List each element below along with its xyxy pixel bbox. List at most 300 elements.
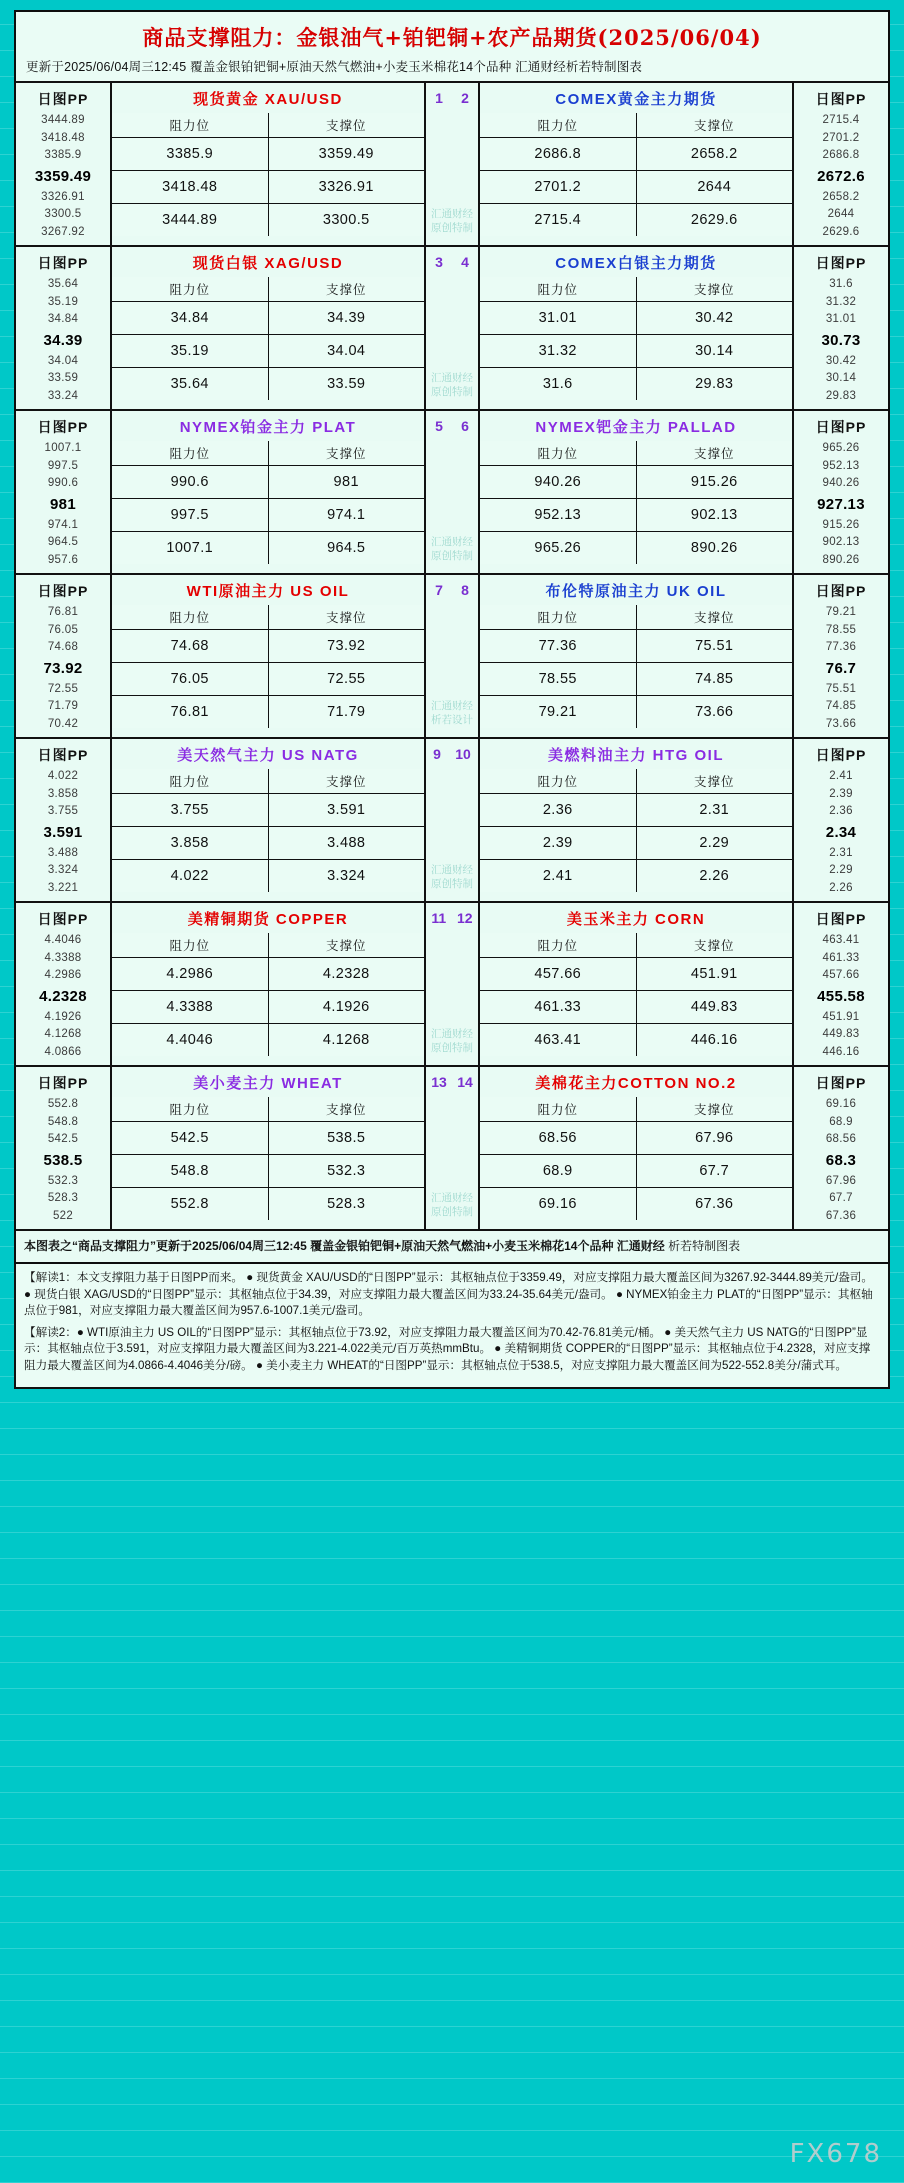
pivot-level-value: 3.755 (47, 805, 79, 817)
pivot-point-value: 927.13 (817, 495, 865, 513)
instrument-title: 美天然气主力 US NATG (177, 747, 359, 764)
pivot-level-value: 4.3388 (44, 951, 82, 964)
index-divider (424, 575, 480, 737)
pivot-level-value: 68.9 (829, 1115, 853, 1128)
levels-table (112, 1097, 424, 1220)
support-cell: 451.91 (636, 958, 792, 991)
resistance-cell: 552.8 (112, 1188, 268, 1221)
table-row (480, 827, 792, 860)
support-cell: 2629.6 (636, 204, 792, 237)
column-header: 支撑位 (636, 113, 792, 138)
table-header-row (480, 605, 792, 630)
instrument-panel-left (112, 903, 424, 1065)
pivot-level-value: 3300.5 (44, 208, 82, 220)
watermark-text: 汇通财经 原创特制 (431, 1192, 473, 1218)
levels-table (112, 277, 424, 400)
column-header: 阻力位 (480, 769, 636, 794)
pivot-level-value: 75.51 (825, 682, 857, 695)
index-number: 1 (435, 90, 443, 106)
pivot-column-right (792, 575, 888, 737)
pivot-level-value: 33.59 (47, 372, 79, 384)
instrument-block (16, 83, 888, 247)
pivot-level-value: 4.4046 (44, 934, 82, 946)
pivot-column-right (792, 1067, 888, 1229)
pivot-level-value: 4.1268 (44, 1028, 82, 1040)
block-row (16, 575, 888, 737)
pivot-level-value: 3.858 (47, 787, 79, 800)
pivot-level-value: 940.26 (822, 477, 860, 489)
support-cell: 3326.91 (268, 171, 424, 204)
resistance-cell: 34.84 (112, 302, 268, 335)
pivot-level-value: 74.68 (47, 641, 79, 653)
pivot-level-value: 3.221 (47, 881, 79, 894)
column-header: 支撑位 (636, 1097, 792, 1122)
instrument-title: 美棉花主力COTTON NO.2 (535, 1075, 737, 1092)
pivot-point-value: 981 (50, 495, 76, 513)
instrument-block (16, 411, 888, 575)
block-row (16, 247, 888, 409)
pivot-level-value: 532.3 (47, 1174, 79, 1187)
table-row (112, 138, 424, 171)
pivot-level-value: 552.8 (47, 1098, 79, 1110)
pivot-column-title: 日图PP (815, 255, 867, 271)
report-header (16, 12, 888, 83)
pivot-level-value: 997.5 (47, 459, 79, 472)
pivot-level-value: 522 (52, 1209, 74, 1222)
levels-table (112, 769, 424, 892)
pivot-point-value: 2.34 (825, 823, 857, 841)
index-number: 4 (461, 254, 469, 270)
instrument-title: NYMEX铂金主力 PLAT (179, 419, 357, 436)
table-row (112, 630, 424, 663)
column-header: 支撑位 (636, 441, 792, 466)
support-cell: 449.83 (636, 991, 792, 1024)
instrument-title: NYMEX钯金主力 PALLAD (535, 419, 737, 436)
table-header-row (112, 933, 424, 958)
column-header: 支撑位 (268, 605, 424, 630)
pivot-level-value: 990.6 (47, 477, 79, 489)
pivot-level-value: 890.26 (822, 553, 860, 566)
table-row (480, 794, 792, 827)
pivot-level-value: 3418.48 (41, 131, 85, 144)
resistance-cell: 76.81 (112, 696, 268, 729)
pivot-level-value: 902.13 (822, 536, 860, 548)
column-header: 支撑位 (268, 933, 424, 958)
index-number: 9 (433, 746, 441, 762)
column-header: 支撑位 (268, 113, 424, 138)
resistance-cell: 990.6 (112, 466, 268, 499)
levels-table (480, 933, 792, 1056)
table-row (112, 1155, 424, 1188)
support-cell: 72.55 (268, 663, 424, 696)
watermark-text: 汇通财经 原创特制 (431, 208, 473, 234)
pivot-level-value: 71.79 (47, 700, 79, 712)
pivot-level-value: 965.26 (822, 442, 860, 454)
instrument-title: 现货黄金 XAU/USD (193, 91, 343, 108)
index-number: 13 (431, 1074, 447, 1090)
pivot-level-value: 31.01 (825, 313, 857, 325)
levels-table (480, 769, 792, 892)
support-cell: 3.591 (268, 794, 424, 827)
pivot-level-value: 457.66 (822, 969, 860, 981)
watermark-text: 汇通财经 原创特制 (431, 536, 473, 562)
support-cell: 74.85 (636, 663, 792, 696)
pivot-column-left (16, 575, 112, 737)
support-cell: 67.36 (636, 1188, 792, 1221)
pivot-level-value: 2.41 (829, 770, 853, 782)
index-divider (424, 903, 480, 1065)
table-row (112, 860, 424, 893)
support-cell: 34.04 (268, 335, 424, 368)
levels-table (480, 277, 792, 400)
index-numbers (426, 247, 478, 270)
pivot-point-value: 76.7 (825, 659, 857, 677)
pivot-column-title: 日图PP (37, 747, 89, 763)
support-cell: 974.1 (268, 499, 424, 532)
pivot-level-value: 952.13 (822, 459, 860, 472)
support-cell: 4.2328 (268, 958, 424, 991)
pivot-level-value: 3.488 (47, 846, 79, 859)
pivot-level-value: 915.26 (822, 518, 860, 531)
table-row (112, 204, 424, 237)
footer-note (16, 1229, 888, 1262)
block-row (16, 83, 888, 245)
instrument-panel-right (480, 739, 792, 901)
table-header-row (480, 769, 792, 794)
table-row (112, 827, 424, 860)
pivot-level-value: 77.36 (825, 641, 857, 653)
resistance-cell: 4.4046 (112, 1024, 268, 1057)
table-row (112, 171, 424, 204)
pivot-level-value: 78.55 (825, 623, 857, 636)
column-header: 支撑位 (268, 769, 424, 794)
pivot-point-value: 3.591 (43, 823, 83, 841)
watermark-text: 汇通财经 原创特制 (431, 372, 473, 398)
blocks-container (16, 83, 888, 1229)
pivot-level-value: 31.6 (829, 278, 853, 290)
pivot-level-value: 30.14 (825, 372, 857, 384)
pivot-level-value: 2.29 (829, 864, 853, 876)
instrument-panel-left (112, 83, 424, 245)
pivot-point-value: 455.58 (817, 987, 865, 1005)
pivot-level-value: 964.5 (47, 536, 79, 548)
pivot-column-right (792, 739, 888, 901)
support-cell: 528.3 (268, 1188, 424, 1221)
table-row (112, 958, 424, 991)
resistance-cell: 952.13 (480, 499, 636, 532)
support-cell: 2.26 (636, 860, 792, 893)
instrument-panel-right (480, 247, 792, 409)
index-number: 5 (435, 418, 443, 434)
column-header: 阻力位 (480, 605, 636, 630)
table-row (480, 1024, 792, 1057)
support-cell: 33.59 (268, 368, 424, 401)
support-cell: 4.1268 (268, 1024, 424, 1057)
column-header: 阻力位 (480, 113, 636, 138)
table-row (112, 696, 424, 729)
table-row (112, 1024, 424, 1057)
support-cell: 3.488 (268, 827, 424, 860)
column-header: 阻力位 (112, 113, 268, 138)
pivot-level-value: 4.2986 (44, 969, 82, 981)
pivot-level-value: 3444.89 (41, 114, 85, 126)
pivot-level-value: 76.05 (47, 623, 79, 636)
resistance-cell: 3.755 (112, 794, 268, 827)
index-number: 2 (461, 90, 469, 106)
instrument-title: WTI原油主力 US OIL (186, 583, 350, 600)
table-row (480, 1155, 792, 1188)
support-cell: 3300.5 (268, 204, 424, 237)
resistance-cell: 77.36 (480, 630, 636, 663)
pivot-level-value: 957.6 (47, 553, 79, 566)
support-cell: 2644 (636, 171, 792, 204)
instrument-title: 美小麦主力 WHEAT (193, 1075, 343, 1092)
table-row (480, 991, 792, 1024)
pivot-point-value: 68.3 (825, 1151, 857, 1169)
resistance-cell: 3444.89 (112, 204, 268, 237)
levels-table (112, 933, 424, 1056)
pivot-level-value: 542.5 (47, 1133, 79, 1145)
support-cell: 2.29 (636, 827, 792, 860)
levels-table (112, 605, 424, 728)
column-header: 阻力位 (112, 441, 268, 466)
instrument-title: COMEX黄金主力期货 (555, 91, 717, 108)
table-header-row (112, 605, 424, 630)
pivot-level-value: 974.1 (47, 518, 79, 531)
column-header: 阻力位 (480, 441, 636, 466)
levels-table (480, 113, 792, 236)
table-row (480, 532, 792, 565)
note-2: 【解读2：● WTI原油主力 US OIL的“日图PP”显示：其枢轴点位于73.92，对应支撑阻力最大覆盖区间为70.42-76.81美元/桶。 ● 美天然气主力 US NATG的“日图PP”显示：其枢轴点位于3.591，对应支撑阻力最大覆盖区间为3.221-4.022美元/百万英热mmBtu。 ● 美精铜期货 COPPER的“日图PP”显示：其枢轴点位于4.2328，对应支撑阻力最大覆盖区间为4.0866-4.4046美分/磅。 ● 美小麦主力 WHEAT的“日图PP”显示：其枢轴点位于538.5，对应支撑阻力最大覆盖区间为522-552.8美分/蒲式耳。 (24, 1325, 871, 1372)
support-cell: 2658.2 (636, 138, 792, 171)
pivot-column-title: 日图PP (815, 1075, 867, 1091)
instrument-title: COMEX白银主力期货 (555, 255, 717, 272)
table-header-row (112, 113, 424, 138)
report-sheet (14, 10, 890, 1264)
index-numbers (426, 903, 478, 926)
pivot-level-value: 68.56 (825, 1133, 857, 1145)
watermark-text: 汇通财经 析若设计 (431, 700, 473, 726)
pivot-column-title: 日图PP (37, 419, 89, 435)
block-row (16, 411, 888, 573)
pivot-column-left (16, 411, 112, 573)
column-header: 支撑位 (636, 277, 792, 302)
table-row (480, 368, 792, 401)
table-row (112, 794, 424, 827)
support-cell: 67.96 (636, 1122, 792, 1155)
index-numbers (426, 575, 478, 598)
index-numbers (426, 411, 478, 434)
table-row (112, 663, 424, 696)
pivot-column-title: 日图PP (815, 419, 867, 435)
table-row (112, 991, 424, 1024)
note-1: 【解读1：本文支撑阻力基于日图PP而来。 ● 现货黄金 XAU/USD的“日图PP”显示：其枢轴点位于3359.49，对应支撑阻力最大覆盖区间为3267.92-3444.89美元/盎司。 ● 现货白银 XAG/USD的“日图PP”显示：其枢轴点位于34.39，对应支撑阻力最大覆盖区间为33.24-35.64美元/盎司。 ● NYMEX铂金主力 PLAT的“日图PP”显示：其枢轴点位于981，对应支撑阻力最大覆盖区间为957.6-1007.1美元/盎司。 (24, 1271, 873, 1317)
instrument-title: 布伦特原油主力 UK OIL (545, 583, 727, 600)
column-header: 支撑位 (268, 1097, 424, 1122)
pivot-column-title: 日图PP (37, 255, 89, 271)
instrument-block (16, 739, 888, 903)
pivot-level-value: 67.96 (825, 1174, 857, 1187)
resistance-cell: 997.5 (112, 499, 268, 532)
support-cell: 446.16 (636, 1024, 792, 1057)
column-header: 支撑位 (636, 933, 792, 958)
resistance-cell: 2.36 (480, 794, 636, 827)
column-header: 阻力位 (480, 1097, 636, 1122)
table-row (112, 368, 424, 401)
table-row (480, 958, 792, 991)
resistance-cell: 2.39 (480, 827, 636, 860)
instrument-panel-left (112, 247, 424, 409)
pivot-level-value: 34.84 (47, 313, 79, 325)
pivot-level-value: 451.91 (822, 1010, 860, 1023)
column-header: 支撑位 (268, 441, 424, 466)
resistance-cell: 965.26 (480, 532, 636, 565)
support-cell: 964.5 (268, 532, 424, 565)
resistance-cell: 3385.9 (112, 138, 268, 171)
table-header-row (480, 277, 792, 302)
table-row (480, 630, 792, 663)
resistance-cell: 3418.48 (112, 171, 268, 204)
pivot-column-title: 日图PP (815, 911, 867, 927)
table-row (480, 204, 792, 237)
pivot-point-value: 4.2328 (39, 987, 87, 1005)
pivot-column-title: 日图PP (37, 583, 89, 599)
pivot-level-value: 76.81 (47, 606, 79, 618)
resistance-cell: 69.16 (480, 1188, 636, 1221)
support-cell: 29.83 (636, 368, 792, 401)
instrument-panel-right (480, 83, 792, 245)
resistance-cell: 940.26 (480, 466, 636, 499)
pivot-column-right (792, 83, 888, 245)
support-cell: 4.1926 (268, 991, 424, 1024)
resistance-cell: 68.9 (480, 1155, 636, 1188)
resistance-cell: 2686.8 (480, 138, 636, 171)
pivot-point-value: 2672.6 (817, 167, 865, 185)
pivot-point-value: 3359.49 (34, 167, 92, 185)
table-header-row (112, 1097, 424, 1122)
column-header: 支撑位 (636, 769, 792, 794)
pivot-column-title: 日图PP (815, 747, 867, 763)
pivot-column-right (792, 903, 888, 1065)
block-row (16, 739, 888, 901)
pivot-level-value: 449.83 (822, 1028, 860, 1040)
support-cell: 538.5 (268, 1122, 424, 1155)
support-cell: 981 (268, 466, 424, 499)
page-title: 商品支撑阻力：金银油气+铂钯铜+农产品期货(2025/06/04) (142, 25, 762, 50)
resistance-cell: 3.858 (112, 827, 268, 860)
watermark-text: 汇通财经 原创特制 (431, 864, 473, 890)
instrument-title: 美精铜期货 COPPER (187, 911, 349, 928)
index-numbers (426, 739, 478, 762)
instrument-panel-left (112, 575, 424, 737)
support-cell: 532.3 (268, 1155, 424, 1188)
pivot-point-value: 34.39 (43, 331, 83, 349)
table-row (480, 466, 792, 499)
table-header-row (112, 277, 424, 302)
support-cell: 902.13 (636, 499, 792, 532)
pivot-level-value: 2644 (827, 208, 855, 220)
pivot-point-value: 30.73 (821, 331, 861, 349)
table-row (480, 302, 792, 335)
index-divider (424, 247, 480, 409)
notes-panel (14, 1264, 890, 1389)
instrument-panel-left (112, 411, 424, 573)
pivot-level-value: 2629.6 (822, 225, 860, 238)
table-row (480, 860, 792, 893)
levels-table (480, 605, 792, 728)
table-row (112, 335, 424, 368)
block-row (16, 903, 888, 1065)
pivot-column-right (792, 247, 888, 409)
instrument-panel-right (480, 1067, 792, 1229)
pivot-level-value: 29.83 (825, 389, 857, 402)
column-header: 阻力位 (480, 277, 636, 302)
column-header: 阻力位 (112, 277, 268, 302)
pivot-level-value: 35.19 (47, 295, 79, 308)
support-cell: 73.66 (636, 696, 792, 729)
resistance-cell: 4.022 (112, 860, 268, 893)
table-row (112, 466, 424, 499)
pivot-level-value: 2.26 (829, 881, 853, 894)
pivot-level-value: 35.64 (47, 278, 79, 290)
pivot-column-right (792, 411, 888, 573)
index-number: 3 (435, 254, 443, 270)
instrument-block (16, 247, 888, 411)
pivot-level-value: 67.7 (829, 1192, 853, 1204)
pivot-level-value: 2658.2 (822, 190, 860, 203)
pivot-level-value: 3.324 (47, 864, 79, 876)
support-cell: 30.42 (636, 302, 792, 335)
pivot-level-value: 2701.2 (822, 131, 860, 144)
table-header-row (112, 441, 424, 466)
support-cell: 890.26 (636, 532, 792, 565)
pivot-level-value: 69.16 (825, 1098, 857, 1110)
resistance-cell: 2715.4 (480, 204, 636, 237)
header-subtitle: 更新于2025/06/04周三12:45 覆盖金银铂钯铜+原油天然气燃油+小麦玉米棉花14个品种 汇通财经析若特制图表 (26, 60, 643, 74)
resistance-cell: 35.64 (112, 368, 268, 401)
support-cell: 2.31 (636, 794, 792, 827)
support-cell: 75.51 (636, 630, 792, 663)
support-cell: 67.7 (636, 1155, 792, 1188)
resistance-cell: 31.01 (480, 302, 636, 335)
resistance-cell: 461.33 (480, 991, 636, 1024)
column-header: 阻力位 (112, 769, 268, 794)
instrument-panel-left (112, 1067, 424, 1229)
pivot-level-value: 67.36 (825, 1209, 857, 1222)
pivot-point-value: 538.5 (43, 1151, 83, 1169)
pivot-level-value: 446.16 (822, 1045, 860, 1058)
pivot-level-value: 30.42 (825, 354, 857, 367)
index-number: 7 (435, 582, 443, 598)
pivot-level-value: 72.55 (47, 682, 79, 695)
support-cell: 34.39 (268, 302, 424, 335)
pivot-column-title: 日图PP (815, 583, 867, 599)
resistance-cell: 79.21 (480, 696, 636, 729)
pivot-level-value: 2.36 (829, 805, 853, 817)
instrument-title: 美玉米主力 CORN (566, 911, 706, 928)
resistance-cell: 2701.2 (480, 171, 636, 204)
resistance-cell: 1007.1 (112, 532, 268, 565)
pivot-column-left (16, 1067, 112, 1229)
index-divider (424, 739, 480, 901)
index-divider (424, 411, 480, 573)
pivot-column-left (16, 903, 112, 1065)
pivot-level-value: 31.32 (825, 295, 857, 308)
pivot-level-value: 1007.1 (44, 442, 82, 454)
table-row (480, 171, 792, 204)
index-number: 6 (461, 418, 469, 434)
support-cell: 71.79 (268, 696, 424, 729)
